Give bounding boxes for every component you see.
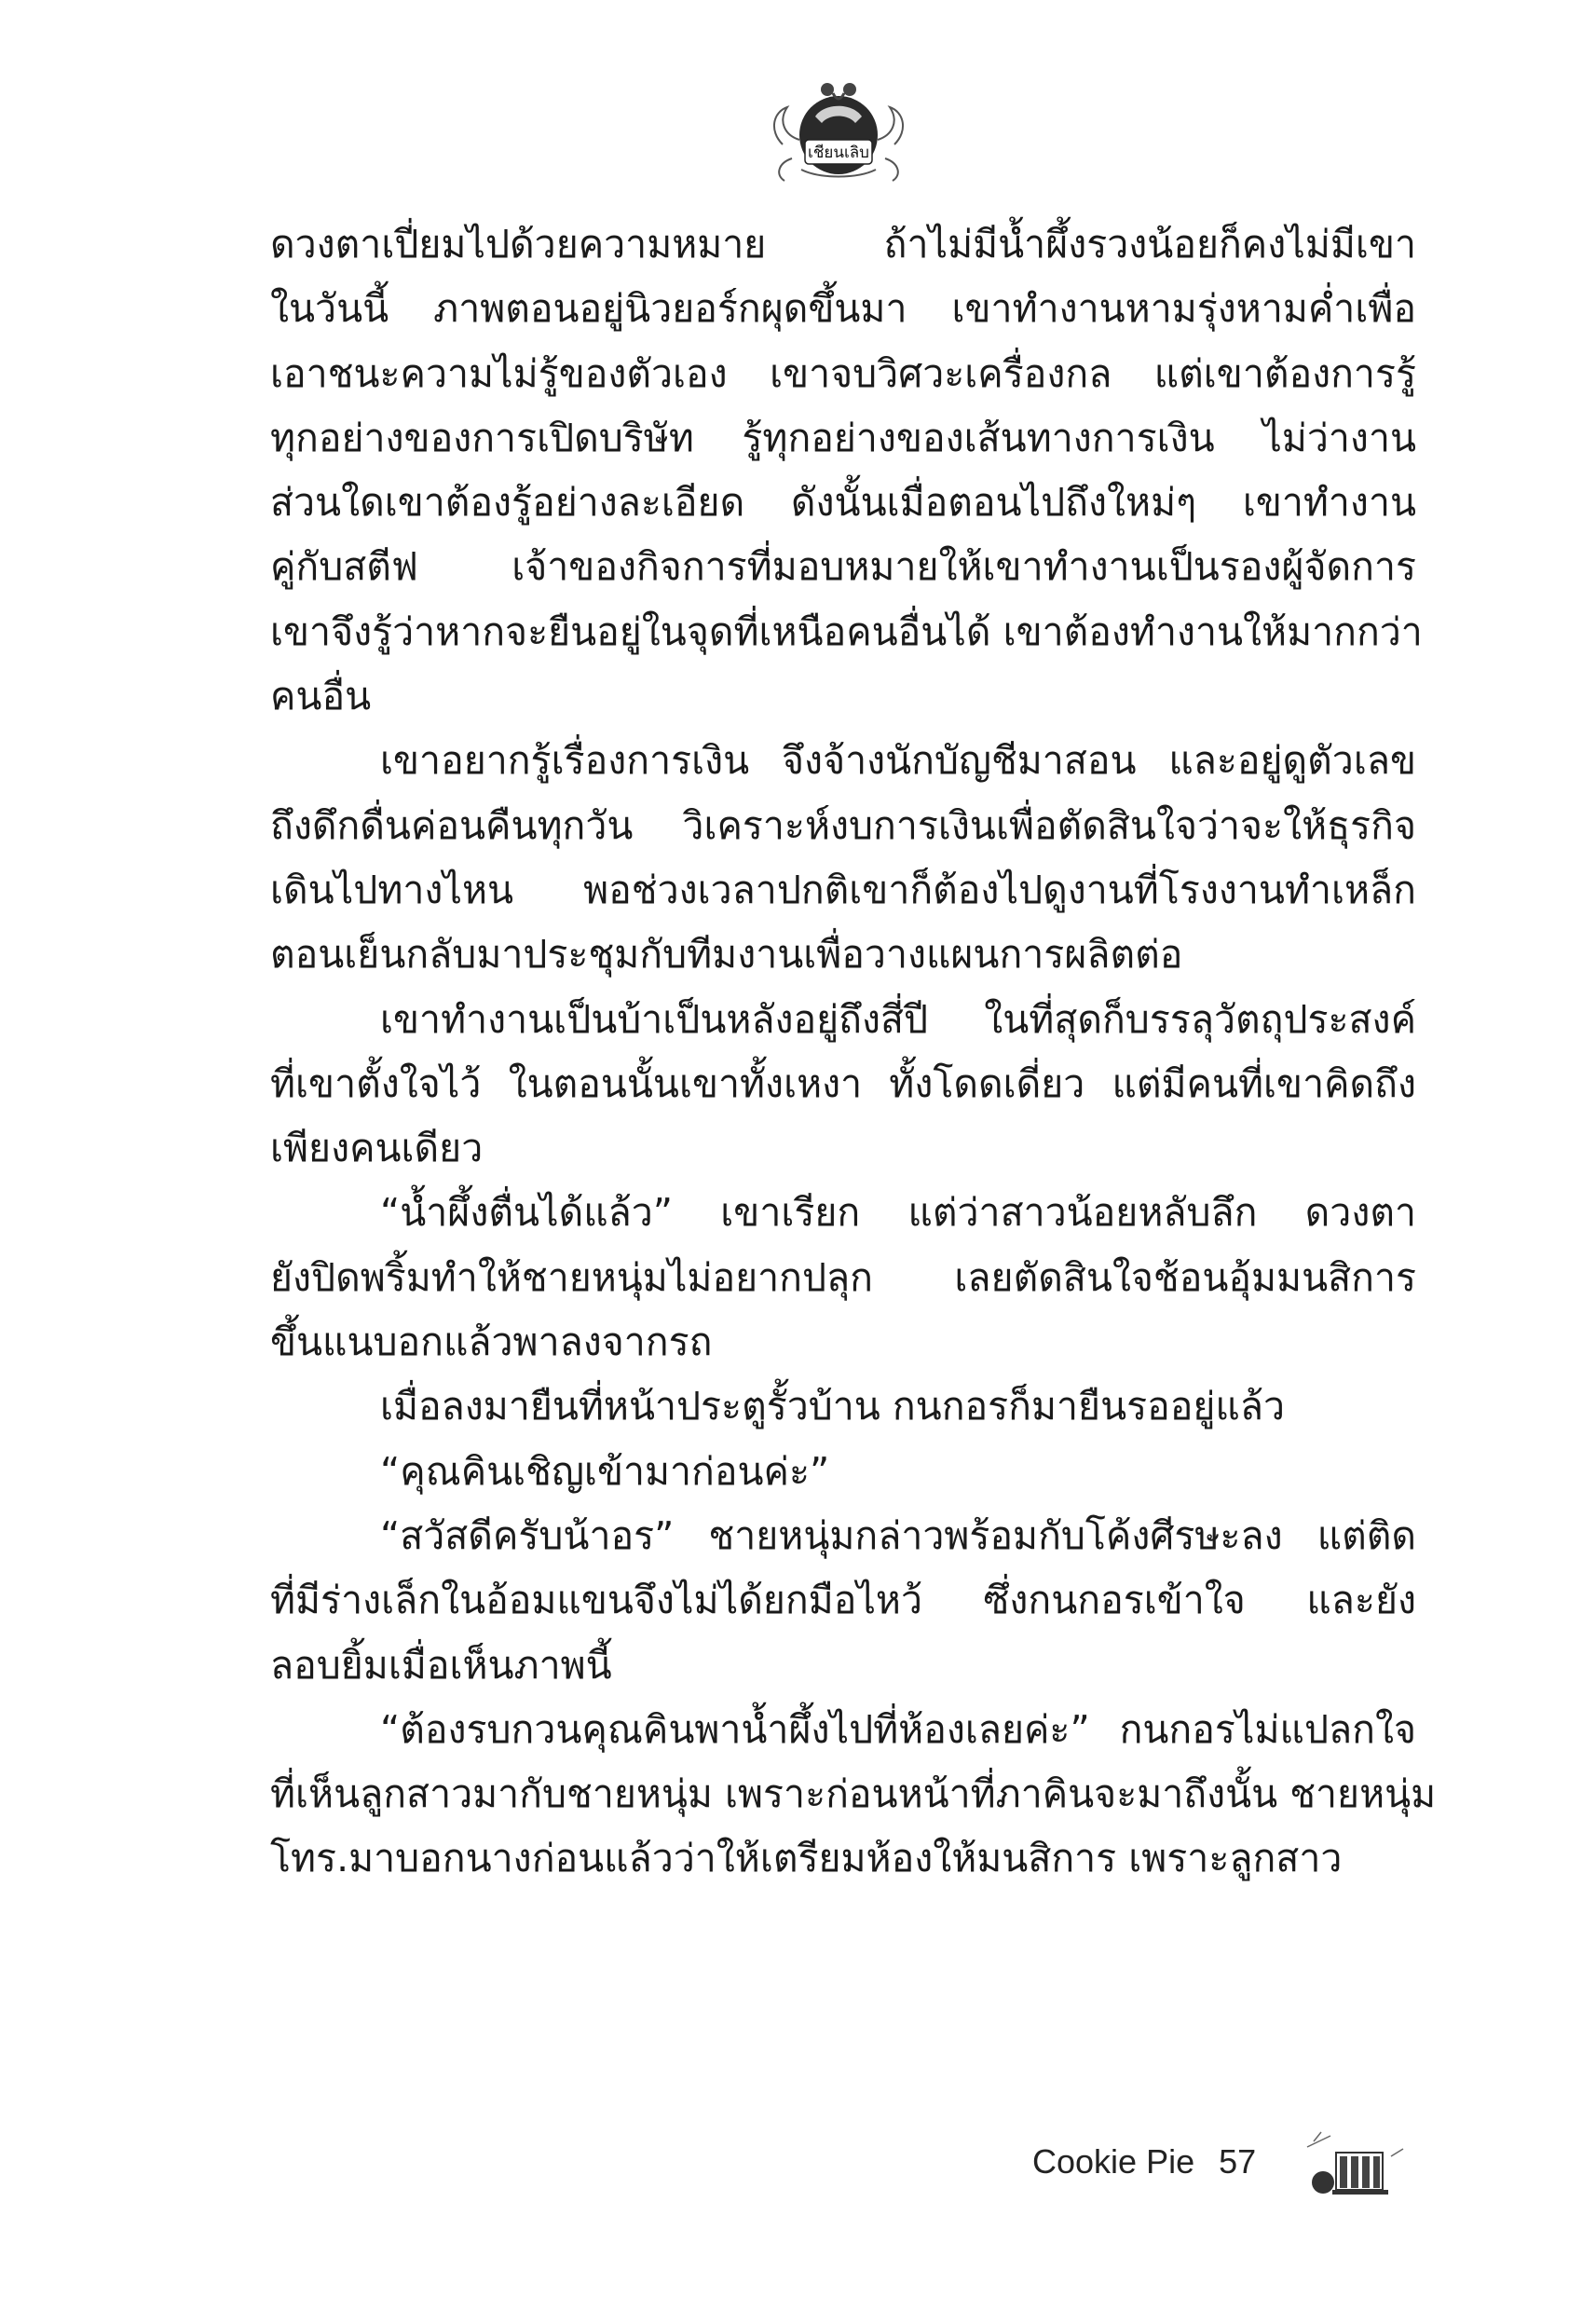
paragraph [270, 988, 1416, 1182]
header-logo-icon [764, 65, 913, 196]
text-line: ดวงตาเปี่ยมไปด้วยความหมาย ถ้าไม่มีน้ำผึ้งรวงน้อยก็คงไม่มีเขา [270, 222, 1416, 267]
text-line: เมื่อลงมายืนที่หน้าประตูรั้วบ้าน กนกอรก็มายืนรออยู่แล้ว [380, 1384, 1285, 1429]
text-line: ตอนเย็นกลับมาประชุมกับทีมงานเพื่อวางแผนการผลิตต่อ [270, 932, 1183, 978]
text-line: ที่เขาตั้งใจไว้ ในตอนนั้นเขาทั้งเหงา ทั้งโดดเดี่ยว แต่มีคนที่เขาคิดถึง [270, 1060, 1416, 1106]
text-line: เพียงคนเดียว [270, 1126, 484, 1171]
paragraph [270, 212, 1423, 729]
text-line: เอาชนะความไม่รู้ของตัวเอง เขาจบวิศวะเครื่องกล แต่เขาต้องการรู้ [270, 350, 1416, 396]
paragraph [270, 1504, 1416, 1698]
text-line: เขาทำงานเป็นบ้าเป็นหลังอยู่ถึงสี่ปี ในที่สุดก็บรรลุวัตถุประสงค์ [380, 996, 1416, 1042]
lab-glassware-icon [1303, 2128, 1405, 2203]
text-line: “คุณคินเชิญเข้ามาก่อนค่ะ” [380, 1448, 830, 1494]
paragraph [270, 1374, 1416, 1439]
paragraph [270, 1698, 1437, 1892]
paragraph [270, 1440, 1416, 1504]
text-line: เดินไปทางไหน พอช่วงเวลาปกติเขาก็ต้องไปดูงานที่โรงงานทำเหล็ก [270, 867, 1416, 912]
paragraph [270, 729, 1416, 987]
text-line: คนอื่น [270, 674, 372, 719]
text-line: ลอบยิ้มเมื่อเห็นภาพนี้ [270, 1642, 612, 1688]
body-text [270, 212, 1437, 1892]
text-line: เขาอยากรู้เรื่องการเงิน จึงจ้างนักบัญชีมาสอน และอยู่ดูตัวเลข [380, 738, 1416, 784]
footer-title: Cookie Pie [1032, 2142, 1195, 2181]
text-line: ที่เห็นลูกสาวมากับชายหนุ่ม เพราะก่อนหน้าที่ภาคินจะมาถึงนั้น ชายหนุ่ม [270, 1771, 1437, 1817]
text-line: “น้ำผึ้งตื่นได้แล้ว” เขาเรียก แต่ว่าสาวน้อยหลับลึก ดวงตา [380, 1190, 1416, 1236]
paragraph [270, 1181, 1416, 1374]
text-line: คู่กับสตีฟ เจ้าของกิจการที่มอบหมายให้เขาทำงานเป็นรองผู้จัดการ [270, 544, 1416, 590]
text-line: ในวันนี้ ภาพตอนอยู่นิวยอร์กผุดขึ้นมา เขาทำงานหามรุ่งหามค่ำเพื่อ [270, 286, 1416, 332]
text-line: ส่วนใดเขาต้องรู้อย่างละเอียด ดังนั้นเมื่อตอนไปถึงใหม่ๆ เขาทำงาน [270, 480, 1416, 526]
text-line: ถึงดึกดื่นค่อนคืนทุกวัน วิเคราะห์งบการเงินเพื่อตัดสินใจว่าจะให้ธุรกิจ [270, 802, 1416, 848]
text-line: ยังปิดพริ้มทำให้ชายหนุ่มไม่อยากปลุก เลยตัดสินใจช้อนอุ้มมนสิการ [270, 1254, 1416, 1300]
logo-text: เชียนเลิบ [808, 144, 869, 162]
text-line: “ต้องรบกวนคุณคินพาน้ำผึ้งไปที่ห้องเลยค่ะ” กนกอรไม่แปลกใจ [380, 1706, 1416, 1752]
text-line: เขาจึงรู้ว่าหากจะยืนอยู่ในจุดที่เหนือคนอื่นได้ เขาต้องทำงานให้มากกว่า [270, 609, 1423, 654]
text-line: โทร.มาบอกนางก่อนแล้วว่าให้เตรียมห้องให้มนสิการ เพราะลูกสาว [270, 1836, 1343, 1881]
text-line: ที่มีร่างเล็กในอ้อมแขนจึงไม่ได้ยกมือไหว้ ซึ่งกนกอรเข้าใจ และยัง [270, 1578, 1416, 1623]
text-line: ทุกอย่างของการเปิดบริษัท รู้ทุกอย่างของเส้นทางการเงิน ไม่ว่างาน [270, 415, 1416, 460]
text-line: ขึ้นแนบอกแล้วพาลงจากรถ [270, 1320, 713, 1365]
text-line: “สวัสดีครับน้าอร” ชายหนุ่มกล่าวพร้อมกับโค้งศีรษะลง แต่ติด [380, 1512, 1416, 1558]
page-number: 57 [1219, 2142, 1257, 2181]
footer [1032, 2134, 1256, 2190]
